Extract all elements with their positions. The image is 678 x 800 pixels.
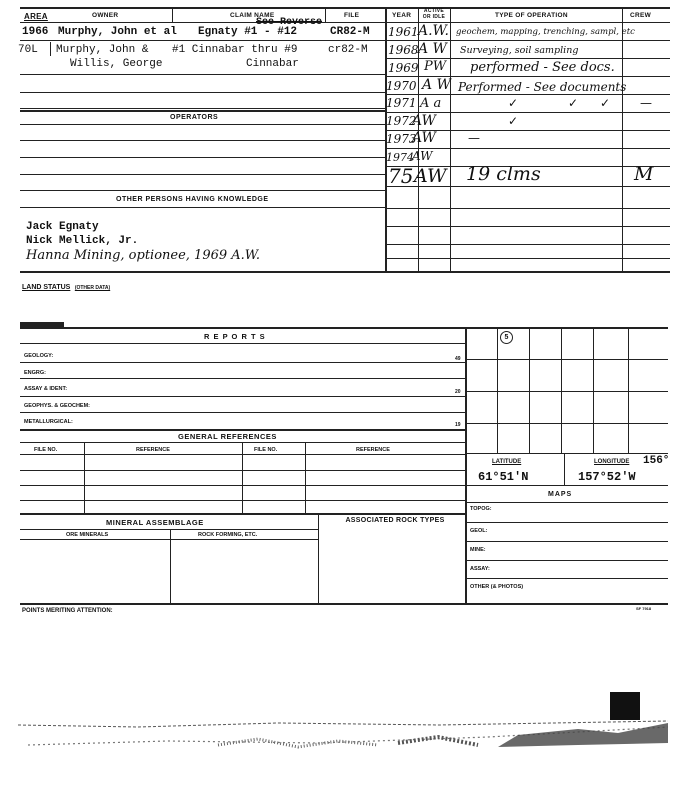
associated-rock-title: ASSOCIATED ROCK TYPES <box>345 517 445 524</box>
knowledge-title: OTHER PERSONS HAVING KNOWLEDGE <box>116 196 269 203</box>
operation-status: PW <box>424 59 447 74</box>
ore-minerals-header: ORE MINERALS <box>66 532 109 538</box>
ditto-mark: ✓ <box>600 96 611 110</box>
active-idle-header: ACTIVE OR IDLE <box>422 8 446 20</box>
ditto-mark: ✓ <box>508 96 519 110</box>
longitude-value: 157°52'W <box>578 470 636 484</box>
operation-year: 1969 <box>388 61 419 75</box>
file-no-header: FILE NO. <box>254 447 278 453</box>
operation-status: AW <box>412 113 436 129</box>
claim-name: Egnaty #1 - #12 <box>198 26 298 38</box>
map-row-label: TOPOG: <box>470 506 492 512</box>
knowledge-person: Jack Egnaty <box>26 221 99 233</box>
latitude-label: LATITUDE <box>492 459 522 465</box>
owner-header: OWNER <box>92 12 119 19</box>
operation-year: 1972 <box>386 114 417 128</box>
reference-header: REFERENCE <box>136 447 170 453</box>
operation-year: 1970 <box>386 79 417 93</box>
knowledge-handwritten: Hanna Mining, optionee, 1969 A.W. <box>26 248 261 263</box>
points-label: POINTS MERITING ATTENTION: <box>22 608 113 614</box>
operation-type: Surveying, soil sampling <box>460 45 579 56</box>
claim-owner: Murphy, John et al <box>58 26 177 38</box>
report-label: ASSAY & IDENT: <box>24 386 68 392</box>
operation-year: 1971 <box>386 96 417 110</box>
operation-year: 1974 <box>386 151 414 164</box>
claim-name: #1 Cinnabar thru #9 <box>172 44 298 56</box>
land-status-label: LAND STATUS (OTHER DATA) <box>22 284 111 291</box>
latitude-value: 61°51'N <box>478 470 529 484</box>
map-row-label: MINE: <box>470 547 486 553</box>
operation-year: 1961 <box>388 25 419 39</box>
general-refs-title: GENERAL REFERENCES <box>178 432 277 441</box>
ditto-mark: — <box>468 131 480 145</box>
operation-year: 75 <box>388 164 414 188</box>
operation-status: A W <box>422 77 451 93</box>
operation-year: 1968 <box>388 43 419 57</box>
operation-type: Performed - See documents <box>458 80 627 94</box>
claim-name: Cinnabar <box>246 58 299 70</box>
mineral-title: MINERAL ASSEMBLAGE <box>106 518 204 527</box>
file-header: FILE <box>344 12 360 19</box>
claim-file: cr82-M <box>328 44 368 56</box>
operation-type: performed - See docs. <box>470 60 615 75</box>
operation-status: AW <box>414 165 447 187</box>
type-header: TYPE OF OPERATION <box>495 12 568 19</box>
reference-header: REFERENCE <box>356 447 390 453</box>
operation-type: 19 clms <box>466 163 541 185</box>
form-number: SF 7918 <box>636 606 652 611</box>
claim-owner: Willis, George <box>70 58 163 70</box>
operation-type: geochem, mapping, trenching, sampl, etc <box>456 27 635 37</box>
operation-status: A a <box>420 96 442 111</box>
ditto-mark: — <box>640 96 652 110</box>
report-label: GEOLOGY: <box>24 353 54 359</box>
claim-area: 70L <box>18 44 38 56</box>
report-label: METALLURGICAL: <box>24 419 73 425</box>
file-no-header: FILE NO. <box>34 447 58 453</box>
rock-forming-header: ROCK FORMING, ETC. <box>198 532 258 538</box>
maps-title: MAPS <box>548 491 573 498</box>
ditto-mark: ✓ <box>568 96 579 110</box>
map-row-label: OTHER (& PHOTOS) <box>470 584 524 590</box>
longitude-extra: 156° <box>643 455 670 467</box>
report-label: GEOPHYS. & GEOCHEM: <box>24 403 91 409</box>
map-row-label: ASSAY: <box>470 566 490 572</box>
operation-status: AW <box>412 149 433 163</box>
operation-status: AW <box>412 130 436 146</box>
claim-owner: Murphy, John & <box>56 44 149 56</box>
report-number: 49 <box>455 356 461 362</box>
report-number: 19 <box>455 422 461 428</box>
operation-year: 1973 <box>386 132 417 146</box>
report-number: 20 <box>455 389 461 395</box>
map-row-label: GEOL: <box>470 528 488 534</box>
area-header: AREA <box>24 12 48 21</box>
see-reverse-note: See Reverse <box>256 17 323 28</box>
knowledge-person: Nick Mellick, Jr. <box>26 235 139 247</box>
reports-title: R E P O R T S <box>204 332 266 341</box>
operation-status: A.W. <box>418 23 449 39</box>
operators-title: OPERATORS <box>170 114 219 121</box>
crew-header: CREW <box>630 12 652 19</box>
claim-file: CR82-M <box>330 26 370 38</box>
operation-crew: M <box>634 163 654 185</box>
grid-marker: 5 <box>500 331 513 344</box>
operation-status: A W <box>418 41 447 57</box>
scan-noise-band <box>18 715 668 755</box>
ditto-mark: ✓ <box>508 114 519 128</box>
report-label: ENGRG: <box>24 370 46 376</box>
longitude-label: LONGITUDE <box>594 459 630 465</box>
year-header: YEAR <box>392 12 412 19</box>
claim-name-header: CLAIM NAME <box>230 12 275 19</box>
claim-area: 1966 <box>22 26 49 38</box>
